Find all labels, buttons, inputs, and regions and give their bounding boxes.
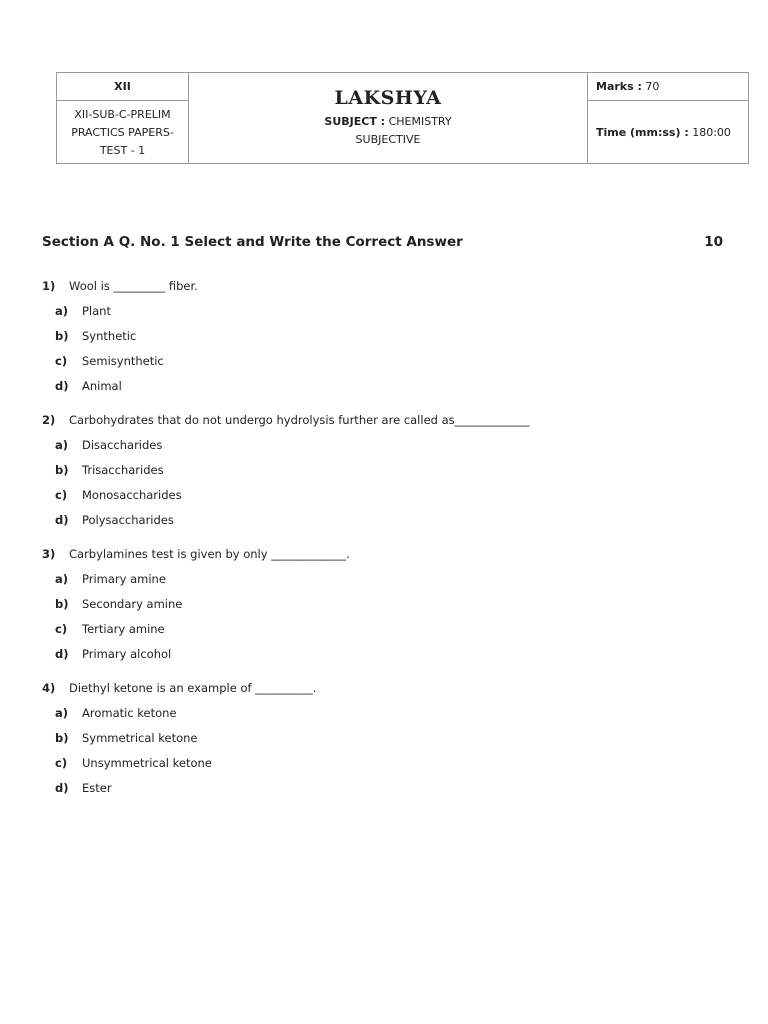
paper-title-cell bbox=[189, 73, 588, 164]
class-label: XII bbox=[57, 73, 189, 101]
time-value: 180:00 bbox=[692, 125, 731, 139]
option-letter: b) bbox=[55, 597, 69, 611]
section-heading bbox=[42, 234, 723, 250]
option-item bbox=[42, 327, 723, 345]
paper-code-line: TEST - 1 bbox=[99, 144, 146, 157]
option-item bbox=[42, 352, 723, 370]
option-letter: d) bbox=[55, 647, 69, 661]
option-text: Synthetic bbox=[82, 329, 137, 343]
option-text: Ester bbox=[82, 781, 112, 795]
option-item bbox=[42, 436, 723, 454]
option-item bbox=[42, 461, 723, 479]
paper-title: LAKSHYA bbox=[334, 87, 442, 109]
option-text: Semisynthetic bbox=[82, 354, 164, 368]
option-text: Aromatic ketone bbox=[82, 706, 177, 720]
option-letter: a) bbox=[55, 706, 69, 720]
question-text: Carbohydrates that do not undergo hydrolysis further are called as_____________ bbox=[69, 413, 530, 427]
option-text: Monosaccharides bbox=[82, 488, 182, 502]
option-text: Symmetrical ketone bbox=[82, 731, 198, 745]
section-title: Section A Q. No. 1 Select and Write the Correct Answer bbox=[42, 234, 463, 250]
option-text: Primary amine bbox=[82, 572, 166, 586]
question-text: Diethyl ketone is an example of __________. bbox=[69, 681, 317, 695]
option-letter: b) bbox=[55, 731, 69, 745]
paper-header-table bbox=[56, 72, 749, 164]
marks-label: Marks : bbox=[596, 80, 642, 93]
paper-code-line: XII-SUB-C-PRELIM bbox=[74, 108, 171, 121]
option-text: Unsymmetrical ketone bbox=[82, 756, 212, 770]
section-marks: 10 bbox=[704, 234, 723, 250]
option-text: Secondary amine bbox=[82, 597, 183, 611]
question-item bbox=[42, 545, 723, 663]
option-item bbox=[42, 570, 723, 588]
option-item bbox=[42, 486, 723, 504]
option-letter: b) bbox=[55, 463, 69, 477]
marks-cell bbox=[588, 73, 749, 101]
question-number: 2) bbox=[42, 413, 56, 427]
subject-value: CHEMISTRY bbox=[388, 115, 452, 128]
option-item bbox=[42, 729, 723, 747]
time-label: Time (mm:ss) : bbox=[596, 125, 689, 139]
option-item bbox=[42, 511, 723, 529]
question-item bbox=[42, 411, 723, 529]
question-item bbox=[42, 277, 723, 395]
option-letter: c) bbox=[55, 756, 68, 770]
option-letter: c) bbox=[55, 354, 68, 368]
option-item bbox=[42, 302, 723, 320]
option-item bbox=[42, 704, 723, 722]
option-item bbox=[42, 595, 723, 613]
option-item bbox=[42, 645, 723, 663]
option-letter: a) bbox=[55, 572, 69, 586]
option-item bbox=[42, 779, 723, 797]
option-text: Animal bbox=[82, 379, 122, 393]
option-letter: d) bbox=[55, 781, 69, 795]
question-number: 1) bbox=[42, 279, 56, 293]
option-text: Plant bbox=[82, 304, 111, 318]
marks-value: 70 bbox=[645, 80, 660, 93]
question-text: Carbylamines test is given by only _____________. bbox=[69, 547, 350, 561]
option-item bbox=[42, 620, 723, 638]
option-item bbox=[42, 377, 723, 395]
subject-label: SUBJECT : bbox=[324, 115, 386, 128]
option-text: Polysaccharides bbox=[82, 513, 174, 527]
time-cell bbox=[588, 101, 749, 164]
option-letter: c) bbox=[55, 488, 68, 502]
option-letter: c) bbox=[55, 622, 68, 636]
subject-line bbox=[189, 113, 587, 131]
paper-code-line: PRACTICS PAPERS- bbox=[71, 126, 174, 139]
option-letter: b) bbox=[55, 329, 69, 343]
option-text: Trisaccharides bbox=[82, 463, 164, 477]
paper-type: SUBJECTIVE bbox=[355, 133, 421, 146]
option-letter: a) bbox=[55, 438, 69, 452]
option-text: Tertiary amine bbox=[82, 622, 165, 636]
paper-code-cell bbox=[57, 101, 189, 164]
question-item bbox=[42, 679, 723, 797]
question-list bbox=[42, 277, 723, 813]
question-text: Wool is _________ fiber. bbox=[69, 279, 198, 293]
option-text: Primary alcohol bbox=[82, 647, 172, 661]
question-number: 3) bbox=[42, 547, 56, 561]
option-letter: a) bbox=[55, 304, 69, 318]
question-number: 4) bbox=[42, 681, 56, 695]
option-text: Disaccharides bbox=[82, 438, 163, 452]
option-item bbox=[42, 754, 723, 772]
option-letter: d) bbox=[55, 513, 69, 527]
option-letter: d) bbox=[55, 379, 69, 393]
